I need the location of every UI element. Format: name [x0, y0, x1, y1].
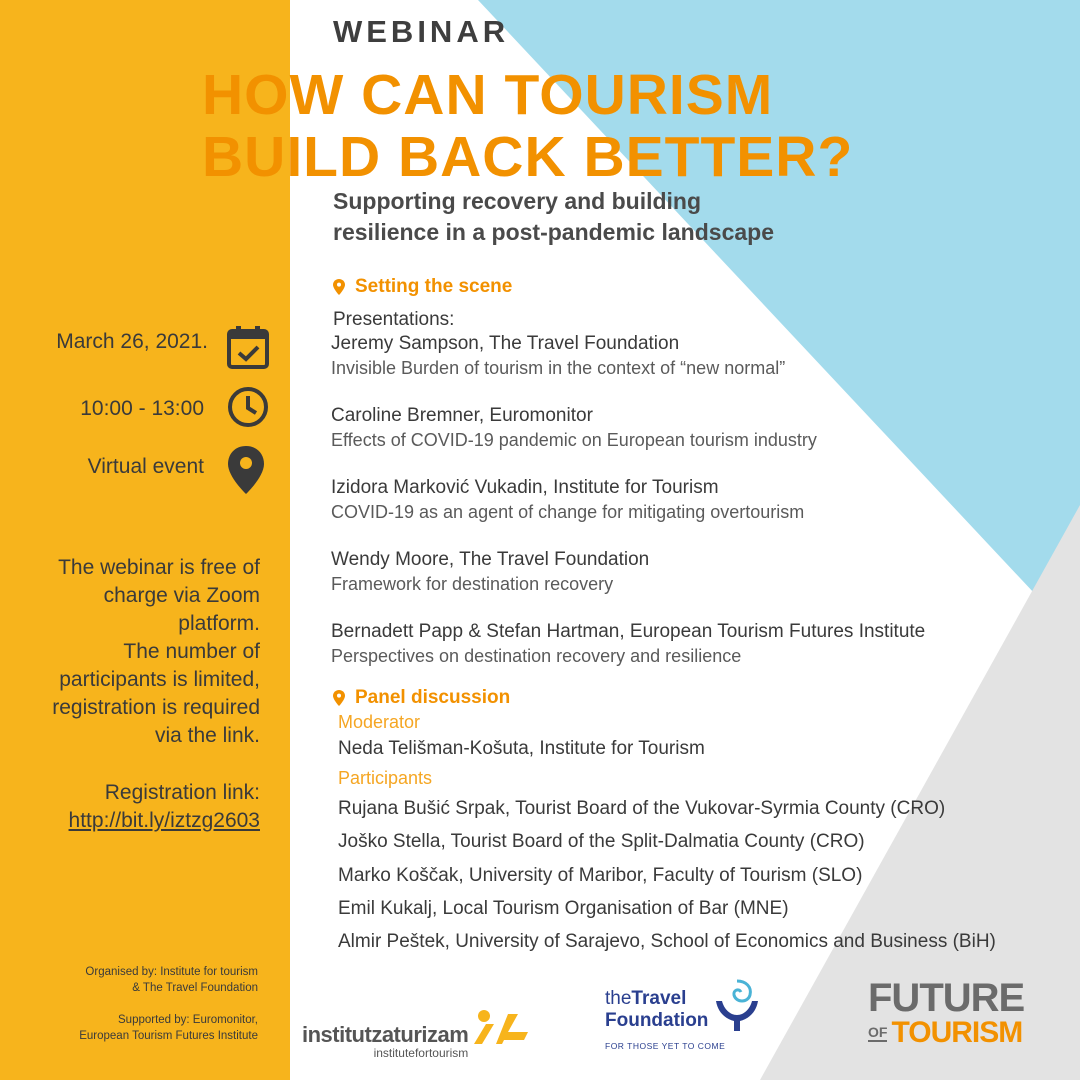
- talk-item: [331, 548, 649, 596]
- future-of-tourism-logo: [868, 976, 1025, 1049]
- institut-logo-text: institutzaturizam: [302, 1022, 469, 1047]
- supported-by: [28, 1012, 258, 1044]
- webinar-info: [20, 554, 260, 750]
- talk-speaker: Izidora Marković Vukadin, Institute for Tourism: [331, 477, 719, 498]
- tf-logo-travel: Travel: [631, 988, 687, 1009]
- event-date: March 26, 2021.: [56, 330, 208, 353]
- participant-item: Marko Koščak, University of Maribor, Faculty of Tourism (SLO): [338, 865, 863, 886]
- webinar-kicker: WEBINAR: [333, 14, 510, 49]
- organised-by: [28, 964, 258, 996]
- talk-item: [331, 620, 925, 668]
- talk-topic: Perspectives on destination recovery and resilience: [331, 646, 742, 666]
- travel-foundation-logo: [605, 975, 762, 1051]
- fot-logo-future: FUTURE: [868, 976, 1025, 1020]
- page-title: [202, 64, 853, 188]
- panel-heading: [333, 687, 510, 709]
- subtitle: [333, 186, 774, 248]
- supported-line-2: European Tourism Futures Institute: [79, 1030, 258, 1042]
- event-time: 10:00 - 13:00: [80, 397, 204, 420]
- location-pin-icon: [226, 444, 266, 496]
- tf-logo-foundation: Foundation: [605, 1010, 709, 1031]
- moderator-name: Neda Telišman-Košuta, Institute for Tourism: [338, 738, 705, 759]
- institut-logo-subtext: institutefortourism: [373, 1046, 469, 1060]
- talk-item: [331, 476, 804, 524]
- talk-topic: Framework for destination recovery: [331, 574, 614, 594]
- tf-logo-the: the: [605, 988, 632, 1009]
- info-line: The webinar is free of: [58, 556, 260, 579]
- supported-line-1: Supported by: Euromonitor,: [118, 1014, 258, 1026]
- talk-speaker: Bernadett Papp & Stefan Hartman, European Tourism Futures Institute: [331, 621, 926, 642]
- talk-topic: COVID-19 as an agent of change for mitigating overtourism: [331, 502, 805, 522]
- info-line: platform.: [178, 612, 260, 635]
- talk-speaker: Wendy Moore, The Travel Foundation: [331, 549, 650, 570]
- tf-logo-tagline: FOR THOSE YET TO COME: [605, 1041, 726, 1051]
- section-pin-icon: [333, 279, 345, 295]
- title-line-2: BUILD BACK BETTER?: [202, 125, 854, 189]
- organised-line-1: Organised by: Institute for tourism: [85, 966, 258, 978]
- subtitle-line-2: resilience in a post-pandemic landscape: [333, 219, 774, 245]
- participant-item: Joško Stella, Tourist Board of the Split-Dalmatia County (CRO): [338, 831, 865, 852]
- participants-label: Participants: [338, 768, 433, 788]
- info-line: participants is limited,: [59, 668, 260, 691]
- panel-label: Panel discussion: [355, 687, 511, 708]
- clock-icon: [226, 385, 270, 429]
- calendar-icon: [226, 325, 270, 369]
- talk-topic: Invisible Burden of tourism in the context of “new normal”: [331, 358, 786, 378]
- info-line: charge via Zoom: [103, 584, 260, 607]
- setting-scene-heading: [333, 276, 512, 298]
- subtitle-line-1: Supporting recovery and building: [333, 188, 702, 214]
- organised-line-2: & The Travel Foundation: [132, 982, 258, 994]
- event-location: Virtual event: [87, 455, 204, 478]
- info-line: The number of: [123, 640, 260, 663]
- institute-for-tourism-logo: [302, 1008, 530, 1060]
- registration-label: Registration link:: [104, 781, 260, 804]
- info-line: via the link.: [154, 724, 260, 747]
- registration: [20, 779, 260, 835]
- talk-speaker: Jeremy Sampson, The Travel Foundation: [331, 333, 680, 354]
- participant-item: Emil Kukalj, Local Tourism Organisation of Bar (MNE): [338, 898, 789, 919]
- talk-item: [331, 332, 785, 380]
- registration-link[interactable]: http://bit.ly/iztzg2603: [68, 809, 260, 832]
- talk-item: [331, 404, 817, 452]
- fot-logo-tourism: TOURISM: [891, 1016, 1023, 1049]
- setting-scene-label: Setting the scene: [355, 276, 513, 297]
- talk-speaker: Caroline Bremner, Euromonitor: [331, 405, 593, 426]
- tf-hands-globe-icon: [712, 975, 762, 1037]
- participant-item: Rujana Bušić Srpak, Tourist Board of the Vukovar-Syrmia County (CRO): [338, 798, 946, 819]
- moderator-label: Moderator: [338, 712, 421, 732]
- info-line: registration is required: [52, 696, 260, 719]
- title-line-1: HOW CAN TOURISM: [202, 63, 774, 127]
- presentations-label: Presentations:: [333, 309, 455, 330]
- participant-item: Almir Peštek, University of Sarajevo, School of Economics and Business (BiH): [338, 931, 996, 952]
- section-pin-icon: [333, 690, 345, 706]
- talk-topic: Effects of COVID-19 pandemic on European tourism industry: [331, 430, 817, 450]
- fot-logo-of: OF: [868, 1024, 888, 1040]
- institut-mark-icon: [472, 1008, 530, 1048]
